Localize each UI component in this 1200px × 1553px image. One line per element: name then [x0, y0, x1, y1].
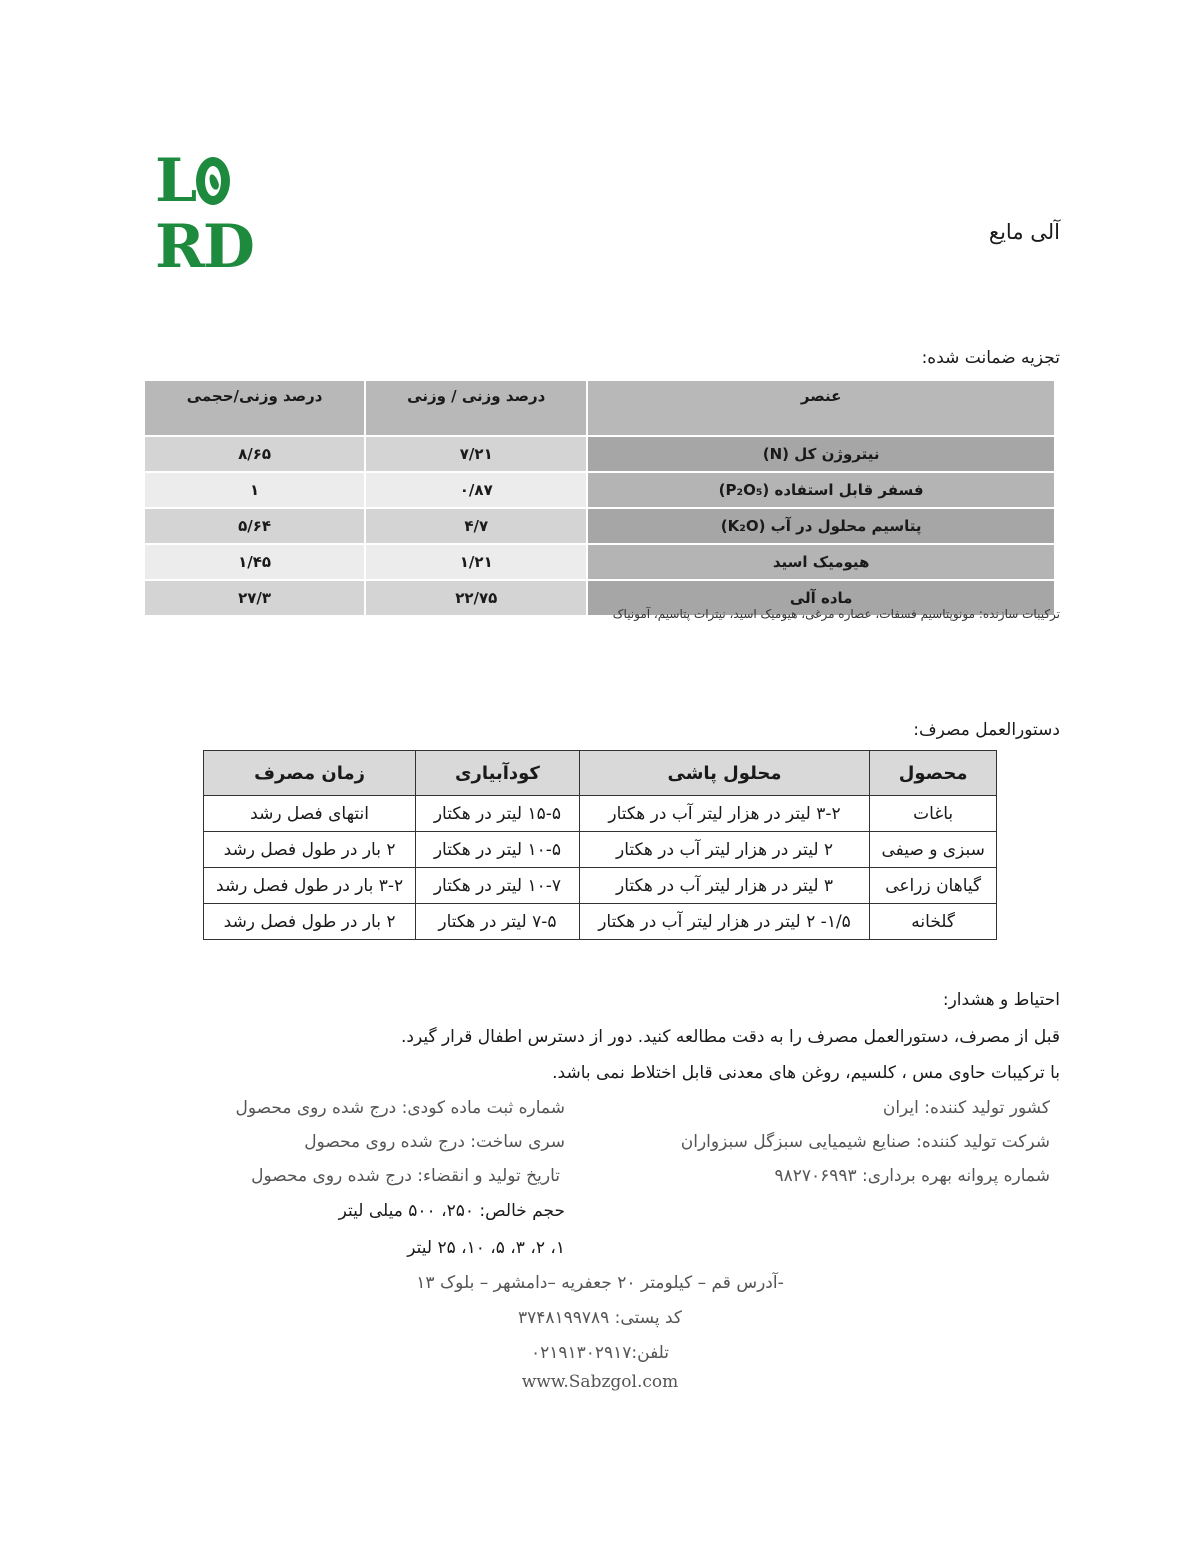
postal-code-info: کد پستی: ۳۷۴۸۱۹۹۷۸۹: [517, 1308, 683, 1328]
volume-info: حجم خالص: ۲۵۰، ۵۰۰ میلی لیتر: [338, 1201, 565, 1221]
timing-cell: انتهای فصل رشد: [204, 796, 416, 832]
logo-letter-l: L: [155, 146, 196, 216]
timing-cell: ۲ بار در طول فصل رشد: [204, 904, 416, 940]
header-fertigation: کودآبیاری: [416, 751, 580, 796]
address-info: -آدرس قم – کیلومتر ۲۰ جعفریه –دامشهر – بلوک ۱۳: [416, 1273, 784, 1293]
fertigation-cell: ۱۰-۵ لیتر در هکتار: [416, 832, 580, 868]
fertigation-cell: ۷-۵ لیتر در هکتار: [416, 904, 580, 940]
spray-cell: ۳-۲ لیتر در هزار لیتر آب در هکتار: [579, 796, 870, 832]
table-row: [204, 796, 997, 832]
crop-cell: گلخانه: [870, 904, 997, 940]
wv-cell: ۲۷/۳: [144, 580, 365, 616]
table-row: [204, 904, 997, 940]
element-cell: فسفر قابل استفاده (P₂O₅): [587, 472, 1055, 508]
crop-cell: سبزی و صیفی: [870, 832, 997, 868]
registration-info: شماره ثبت ماده کودی: درج شده روی محصول: [235, 1098, 565, 1118]
leaf-icon: [196, 157, 230, 205]
element-cell: نیتروژن کل (N): [587, 436, 1055, 472]
usage-header-row: [204, 751, 997, 796]
analysis-table: [143, 379, 1056, 617]
header-crop: محصول: [870, 751, 997, 796]
country-info: کشور تولید کننده: ایران: [882, 1098, 1050, 1118]
header-weight-weight: درصد وزنی / وزنی: [365, 380, 587, 436]
header-element: عنصر: [587, 380, 1055, 436]
batch-info: سری ساخت: درج شده روی محصول: [304, 1132, 565, 1152]
analysis-header-row: [144, 380, 1055, 436]
header-spray: محلول پاشی: [579, 751, 870, 796]
ww-cell: ۷/۲۱: [365, 436, 587, 472]
license-info: شماره پروانه بهره برداری: ۹۸۲۷۰۶۹۹۳: [774, 1166, 1050, 1186]
fertigation-cell: ۱۵-۵ لیتر در هکتار: [416, 796, 580, 832]
element-cell: پتاسیم محلول در آب (K₂O): [587, 508, 1055, 544]
timing-cell: ۳-۲ بار در طول فصل رشد: [204, 868, 416, 904]
crop-cell: باغات: [870, 796, 997, 832]
phone-info: تلفن:۰۲۱۹۱۳۰۲۹۱۷: [530, 1343, 670, 1363]
header-weight-volume: درصد وزنی/حجمی: [144, 380, 365, 436]
ww-cell: ۱/۲۱: [365, 544, 587, 580]
wv-cell: ۱: [144, 472, 365, 508]
ingredients-note: ترکیبات سازنده: مونوپتاسیم فسفات، عصاره مرغی، هیومیک اسید، نیترات پتاسیم، آمونیاک: [612, 607, 1060, 621]
dates-info: تاریخ تولید و انقضاء: درج شده روی محصول: [251, 1166, 560, 1186]
table-row: [204, 868, 997, 904]
producer-info: شرکت تولید کننده: صنایع شیمیایی سبزگل سبزواران: [680, 1132, 1050, 1152]
spray-cell: ۲ لیتر در هزار لیتر آب در هکتار: [579, 832, 870, 868]
ww-cell: ۴/۷: [365, 508, 587, 544]
table-row: [144, 544, 1055, 580]
wv-cell: ۵/۶۴: [144, 508, 365, 544]
table-row: [204, 832, 997, 868]
product-title: آلی مایع: [988, 220, 1060, 244]
element-cell: ماده آلی: [587, 580, 1055, 616]
usage-table: [203, 750, 997, 940]
spray-cell: ۳ لیتر در هزار لیتر آب در هکتار: [579, 868, 870, 904]
ww-cell: ۲۲/۷۵: [365, 580, 587, 616]
ww-cell: ۰/۸۷: [365, 472, 587, 508]
brand-logo: [155, 146, 325, 282]
warning-line-1: قبل از مصرف، دستورالعمل مصرف را به دقت مطالعه کنید. دور از دسترس اطفال قرار گیرد.: [400, 1027, 1060, 1047]
wv-cell: ۸/۶۵: [144, 436, 365, 472]
warnings-heading: احتیاط و هشدار:: [942, 990, 1060, 1010]
usage-heading: دستورالعمل مصرف:: [913, 720, 1060, 740]
warning-line-2: با ترکیبات حاوی مس ، کلسیم، روغن های معدنی قابل اختلاط نمی باشد.: [552, 1063, 1060, 1083]
table-row: [144, 508, 1055, 544]
table-row: [144, 436, 1055, 472]
volume-liters-info: ۱، ۲، ۳، ۵، ۱۰، ۲۵ لیتر: [407, 1238, 565, 1258]
website-link[interactable]: www.Sabzgol.com: [521, 1372, 679, 1392]
element-cell: هیومیک اسید: [587, 544, 1055, 580]
logo-letters-rd: RD: [155, 212, 253, 282]
wv-cell: ۱/۴۵: [144, 544, 365, 580]
header-timing: زمان مصرف: [204, 751, 416, 796]
spray-cell: ۱/۵- ۲ لیتر در هزار لیتر آب در هکتار: [579, 904, 870, 940]
analysis-heading: تجزیه ضمانت شده:: [921, 348, 1060, 368]
fertigation-cell: ۱۰-۷ لیتر در هکتار: [416, 868, 580, 904]
table-row: [144, 472, 1055, 508]
crop-cell: گیاهان زراعی: [870, 868, 997, 904]
timing-cell: ۲ بار در طول فصل رشد: [204, 832, 416, 868]
